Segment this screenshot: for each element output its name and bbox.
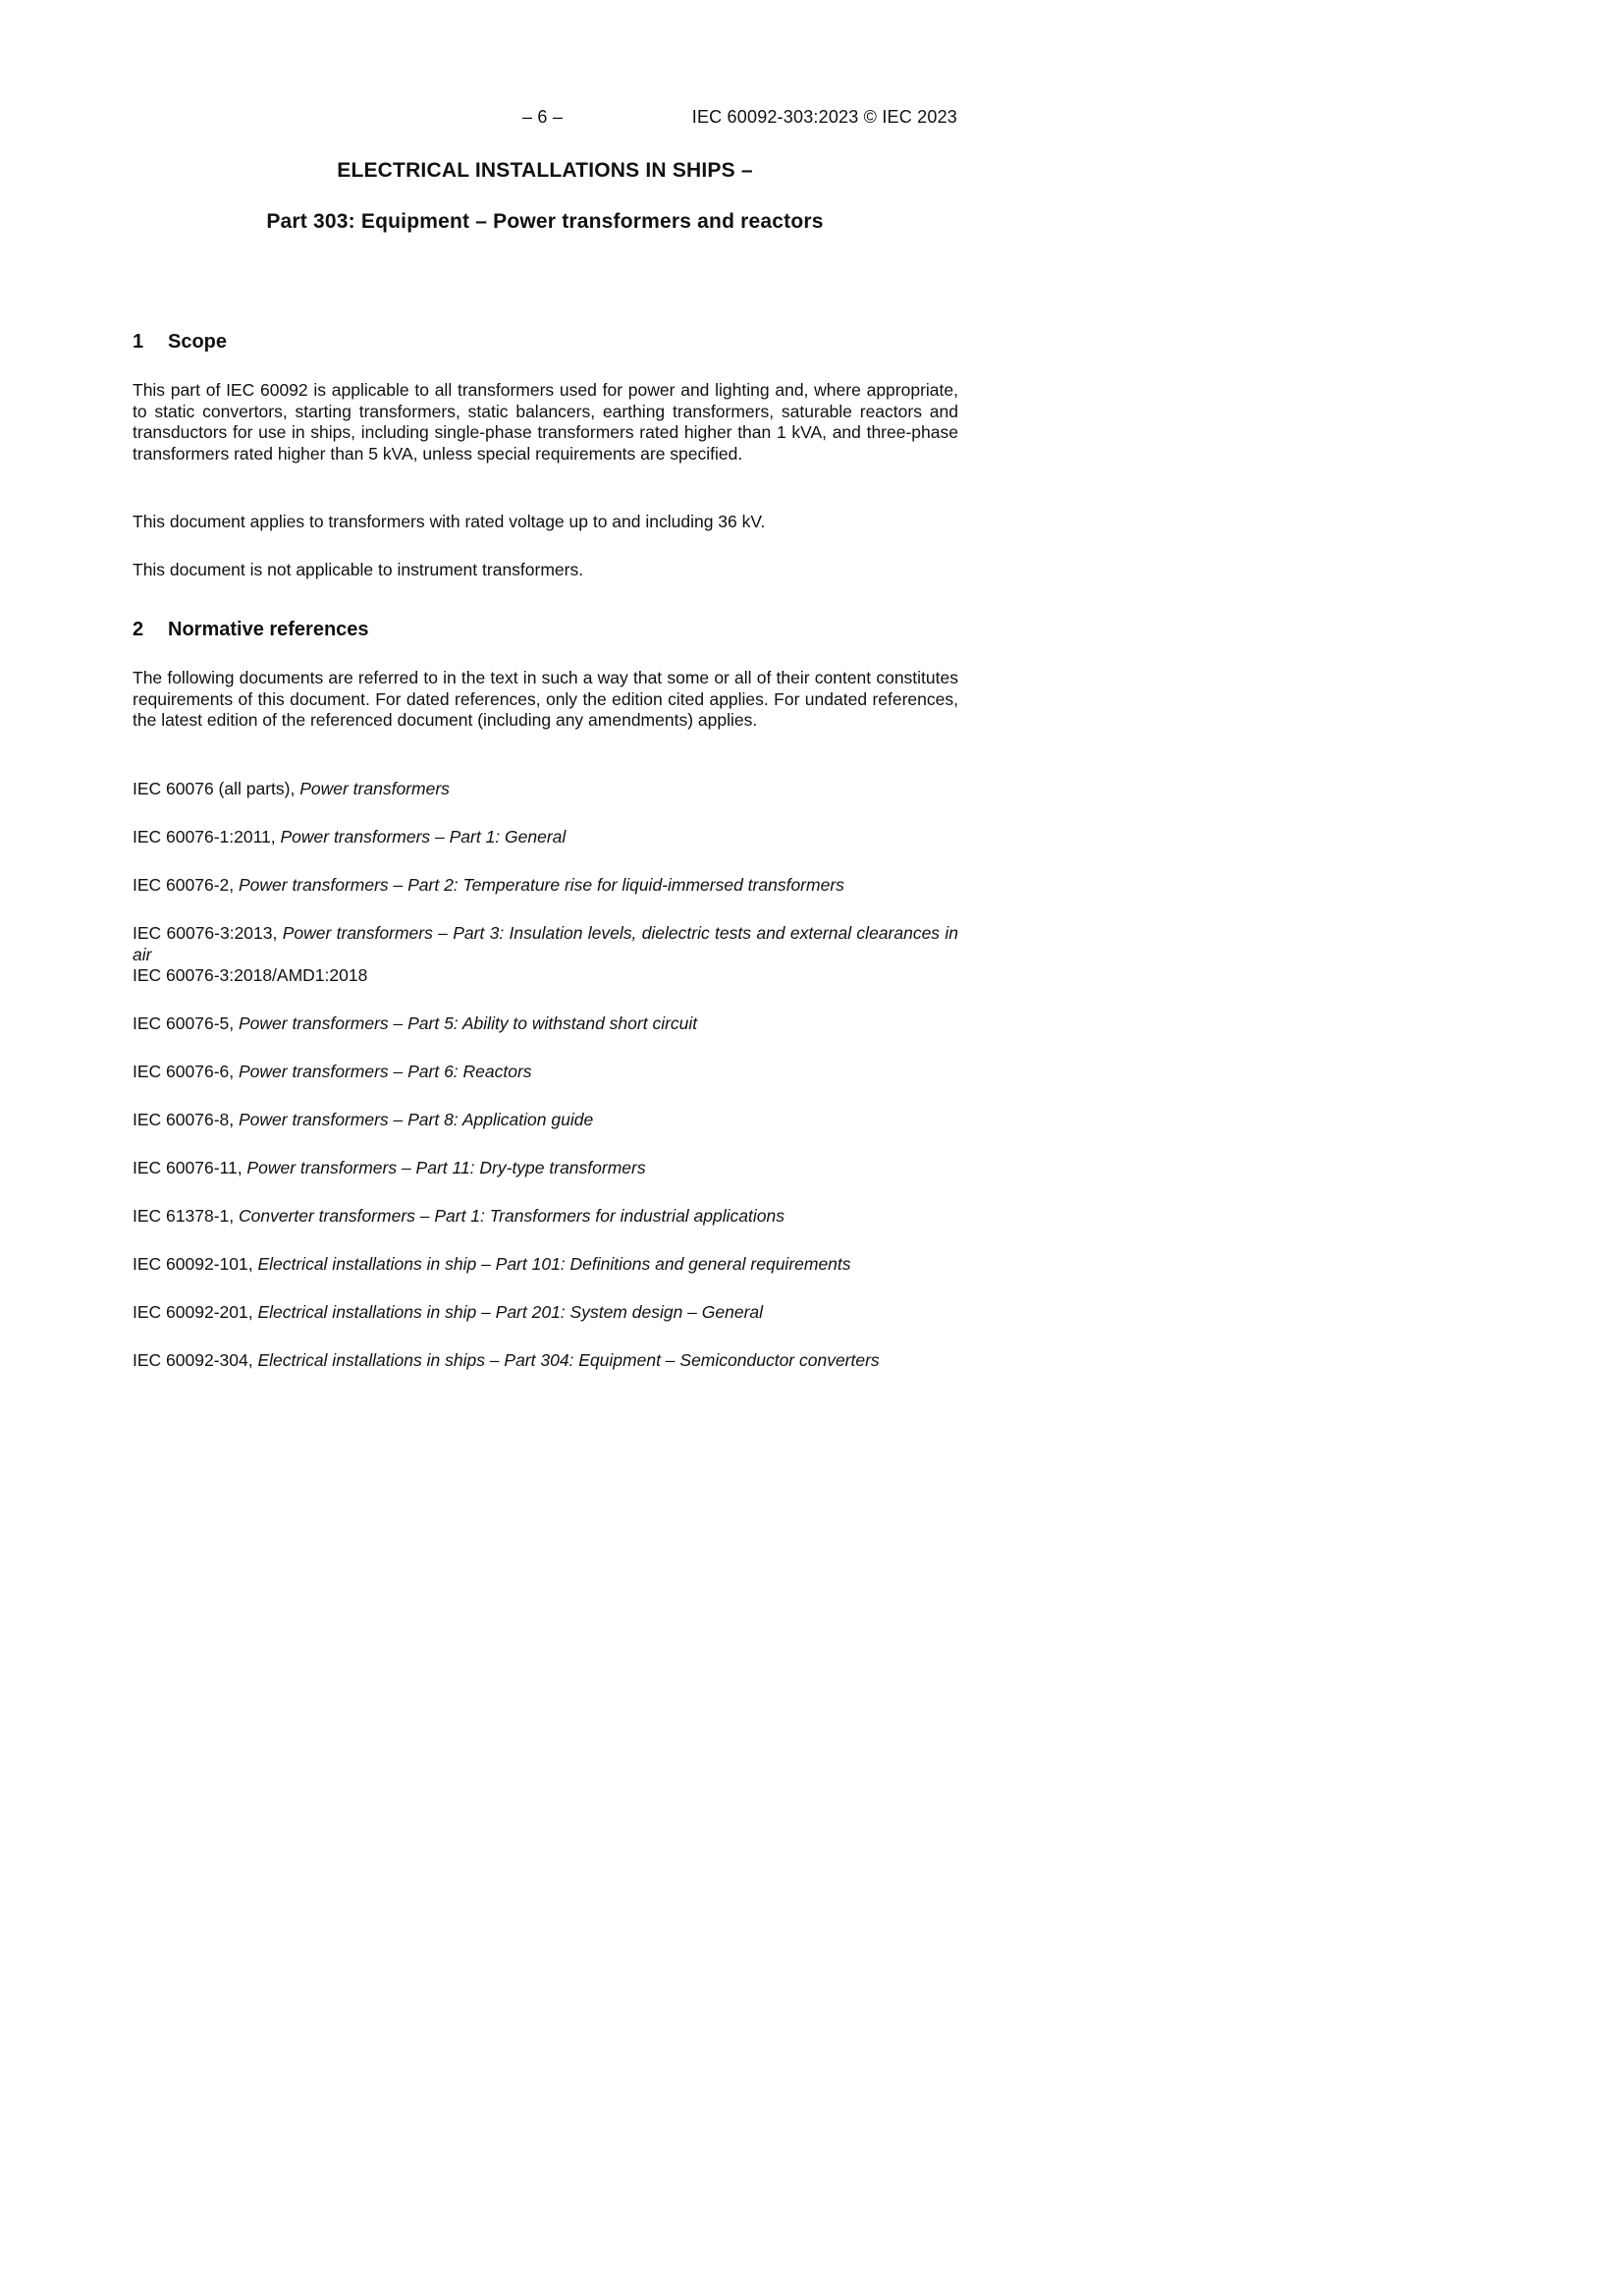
reference-entry [133, 1110, 958, 1131]
reference-entry [133, 875, 958, 897]
reference-entry [133, 1062, 958, 1083]
scope-paragraph: This document is not applicable to instrument transformers. [133, 560, 584, 579]
reference-entry [133, 1158, 958, 1179]
reference-code: IEC 60076-8, [133, 1110, 239, 1129]
reference-code: IEC 60092-304, [133, 1350, 258, 1370]
reference-entry [133, 1013, 958, 1035]
document-title: ELECTRICAL INSTALLATIONS IN SHIPS – [337, 159, 753, 182]
reference-entry [133, 1350, 958, 1372]
document-subtitle: Part 303: Equipment – Power transformers and reactors [266, 210, 824, 233]
section-heading-normative-references [133, 617, 369, 642]
reference-code: IEC 61378-1, [133, 1206, 239, 1226]
section-number: 1 [133, 331, 144, 353]
reference-entry [133, 1206, 958, 1228]
document-page [0, 0, 1090, 1542]
reference-title: Power transformers – Part 2: Temperature rise for liquid-immersed transformers [238, 875, 844, 895]
reference-code: IEC 60076-6, [133, 1062, 239, 1081]
reference-code: IEC 60076-3:2013, [133, 923, 283, 943]
scope-paragraph: This part of IEC 60092 is applicable to all transformers used for power and lighting and, where appropriate, to static convertors, starting transformers, static balancers, earthing transformers, saturable reactors and transductors for use in ships, including single-phase transformers rated higher than 1 kVA, and three-phase transformers rated higher than 5 kVA, unless special requirements are specified. [133, 380, 958, 464]
reference-title: Power transformers – Part 5: Ability to withstand short circuit [238, 1013, 698, 1033]
reference-entry [133, 923, 958, 987]
reference-title: Power transformers [299, 779, 450, 798]
reference-entry [133, 1302, 958, 1324]
page-number: – 6 – [522, 107, 564, 127]
section-title: Normative references [168, 619, 369, 640]
reference-title: Power transformers – Part 11: Dry-type transformers [246, 1158, 646, 1177]
scope-paragraph: This document applies to transformers with rated voltage up to and including 36 kV. [133, 512, 766, 531]
reference-title: Power transformers – Part 3: Insulation levels, dielectric tests and external clearances in air [133, 923, 958, 964]
reference-entry [133, 779, 958, 800]
reference-title: Power transformers – Part 8: Application guide [238, 1110, 594, 1129]
section-title: Scope [168, 331, 228, 353]
reference-code: IEC 60076-11, [133, 1158, 247, 1177]
reference-amendment: IEC 60076-3:2018/AMD1:2018 [133, 965, 368, 985]
reference-code: IEC 60092-101, [133, 1254, 258, 1274]
reference-entry [133, 1254, 958, 1276]
section-heading-scope [133, 329, 227, 355]
standard-reference: IEC 60092-303:2023 © IEC 2023 [691, 107, 957, 127]
reference-entry [133, 827, 958, 848]
reference-code: IEC 60076 (all parts), [133, 779, 300, 798]
reference-code: IEC 60076-1:2011, [133, 827, 281, 847]
reference-code: IEC 60092-201, [133, 1302, 258, 1322]
reference-code: IEC 60076-2, [133, 875, 239, 895]
references-intro: The following documents are referred to in the text in such a way that some or all of their content constitutes requirements of this document. For dated references, only the edition cited applies. For undated references, the latest edition of the referenced document (including any amendments) applies. [133, 668, 958, 730]
reference-title: Power transformers – Part 6: Reactors [238, 1062, 532, 1081]
reference-title: Power transformers – Part 1: General [280, 827, 567, 847]
section-number: 2 [133, 619, 144, 640]
reference-title: Electrical installations in ships – Part 304: Equipment – Semiconductor converters [257, 1350, 880, 1370]
reference-title: Electrical installations in ship – Part 201: System design – General [257, 1302, 764, 1322]
reference-title: Converter transformers – Part 1: Transformers for industrial applications [238, 1206, 784, 1226]
reference-code: IEC 60076-5, [133, 1013, 239, 1033]
reference-title: Electrical installations in ship – Part 101: Definitions and general requirements [257, 1254, 851, 1274]
